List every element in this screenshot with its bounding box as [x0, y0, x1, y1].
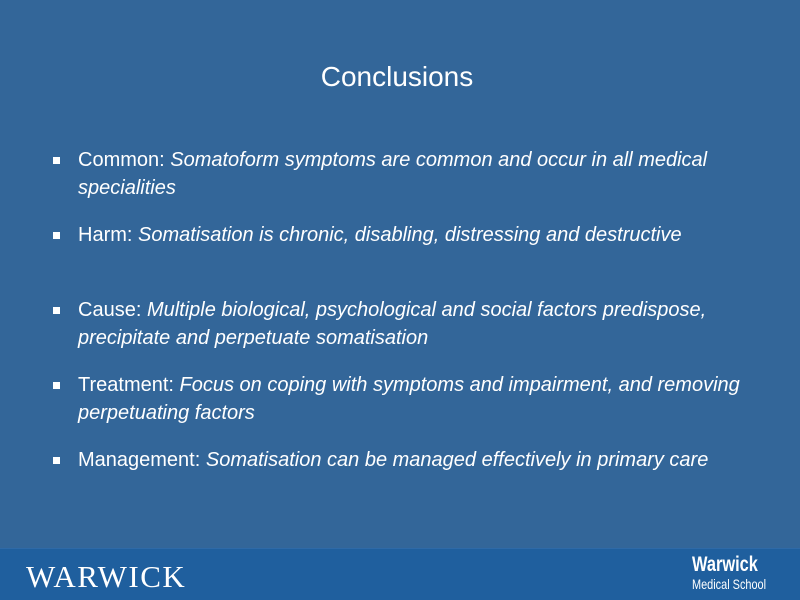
bullet-label: Treatment:	[78, 374, 180, 396]
bullet-description: Somatoform symptoms are common and occur in all medical specialities	[78, 149, 708, 199]
warwick-medical-school-logo-sub: Medical School	[692, 576, 767, 592]
bullet-text	[78, 296, 768, 352]
bullet-label: Common:	[78, 149, 171, 171]
bullet-square-icon	[53, 382, 60, 389]
bullet-text	[78, 371, 768, 427]
bullet-square-icon	[53, 157, 60, 164]
slide-title: Conclusions	[320, 61, 474, 92]
bullet-text	[78, 446, 768, 474]
bullet-description: Focus on coping with symptoms and impairment, and removing perpetuating factors	[78, 374, 740, 424]
warwick-logo-text: WARWICK	[26, 559, 187, 594]
bullet-label: Management:	[78, 449, 206, 471]
bullet-description: Multiple biological, psychological and social factors predispose, precipitate and perpetuate somatisation	[78, 299, 707, 349]
bullet-label: Harm:	[78, 224, 138, 246]
bullet-description: Somatisation can be managed effectively in primary care	[205, 449, 709, 471]
warwick-logo	[12, 557, 202, 593]
footer-bar	[0, 548, 800, 600]
bullet-description: Somatisation is chronic, disabling, distressing and destructive	[138, 224, 682, 246]
bullet-text	[78, 146, 768, 202]
bullet-square-icon	[53, 307, 60, 314]
warwick-medical-school-logo	[682, 553, 792, 597]
warwick-medical-school-logo-main: Warwick	[692, 553, 758, 576]
bullet-label: Cause:	[78, 299, 147, 321]
bullet-square-icon	[53, 457, 60, 464]
bullet-square-icon	[53, 232, 60, 239]
bullet-text	[78, 221, 768, 249]
